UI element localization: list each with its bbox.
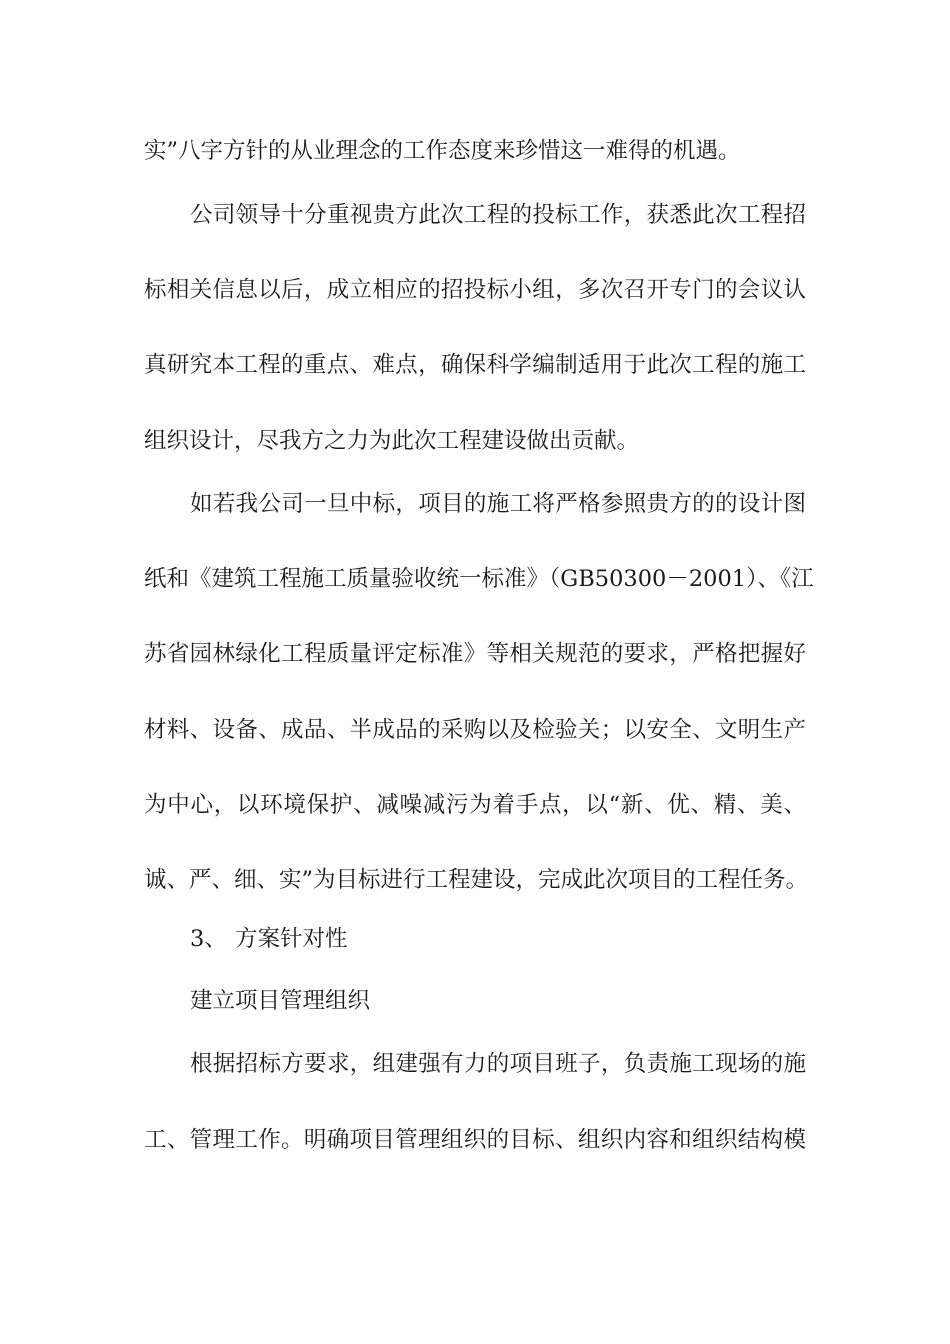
paragraph-line: 工、管理工作。明确项目管理组织的目标、组织内容和组织结构模 xyxy=(144,1127,806,1153)
paragraph-line: 根据招标方要求，组建强有力的项目班子，负责施工现场的施 xyxy=(190,1051,806,1077)
section-heading-title: 方案针对性 xyxy=(235,926,348,952)
section-heading-number: 3、 xyxy=(190,926,227,952)
paragraph-line: 公司领导十分重视贵方此次工程的投标工作，获悉此次工程招 xyxy=(190,202,806,228)
paragraph-line: 如若我公司一旦中标，项目的施工将严格参照贵方的的设计图 xyxy=(190,491,806,517)
subheading: 建立项目管理组织 xyxy=(190,988,371,1014)
section-heading xyxy=(0,922,950,956)
paragraph-line: 组织设计，尽我方之力为此次工程建设做出贡献。 xyxy=(144,428,640,454)
paragraph-line: 材料、设备、成品、半成品的采购以及检验关；以安全、文明生产 xyxy=(144,717,806,743)
paragraph-line: 苏省园林绿化工程质量评定标准》等相关规范的要求，严格把握好 xyxy=(144,641,806,667)
paragraph-line: 标相关信息以后，成立相应的招投标小组，多次召开专门的会议认 xyxy=(144,277,806,303)
paragraph-line: 实”八字方针的从业理念的工作态度来珍惜这一难得的机遇。 xyxy=(144,138,741,164)
paragraph-line: 真研究本工程的重点、难点，确保科学编制适用于此次工程的施工 xyxy=(144,352,806,378)
paragraph-line: 纸和《建筑工程施工质量验收统一标准》（GB50300－2001）、《江 xyxy=(144,566,814,592)
paragraph-line: 诚、严、细、实”为目标进行工程建设，完成此次项目的工程任务。 xyxy=(144,867,809,893)
paragraph-line: 为中心，以环境保护、减噪减污为着手点，以“新、优、精、美、 xyxy=(144,792,806,818)
